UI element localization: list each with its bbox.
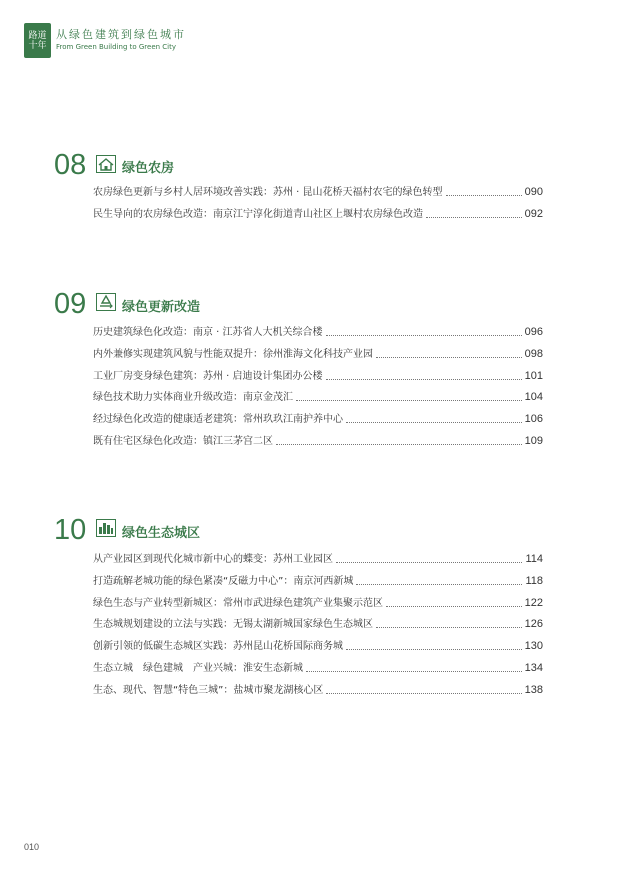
entry-page: 114 <box>525 553 543 565</box>
entry-title: 生态立城 绿色建城 产业兴城：淮安生态新城 <box>93 663 303 674</box>
leader-dots <box>376 356 522 358</box>
entry-page: 106 <box>524 413 543 425</box>
toc-entry[interactable] <box>93 323 543 338</box>
entry-title: 工业厂房变身绿色建筑：苏州 · 启迪设计集团办公楼 <box>93 371 323 382</box>
toc-entry[interactable] <box>93 345 543 360</box>
entry-title: 既有住宅区绿色化改造：镇江三茅宫二区 <box>93 436 273 447</box>
logo-line1: 路道 <box>28 30 47 41</box>
series-logo <box>24 23 51 58</box>
entry-page: 122 <box>524 597 543 609</box>
toc-entry[interactable] <box>93 594 543 609</box>
section-title: 绿色更新改造 <box>122 300 201 315</box>
toc-entry[interactable] <box>93 659 543 674</box>
toc-entry[interactable] <box>93 183 543 198</box>
toc-entry[interactable] <box>93 432 543 447</box>
toc-entry[interactable] <box>93 388 543 403</box>
entry-page: 109 <box>524 435 543 447</box>
house-icon <box>96 155 116 173</box>
toc-entry[interactable] <box>93 681 543 696</box>
entry-page: 134 <box>524 662 543 674</box>
toc-entry[interactable] <box>93 367 543 382</box>
entry-page: 101 <box>524 370 543 382</box>
book-title-en: From Green Building to Green City <box>56 43 177 51</box>
book-title-cn: 从绿色建筑到绿色城市 <box>56 28 186 41</box>
entry-page: 138 <box>524 684 543 696</box>
entry-title: 绿色技术助力实体商业升级改造：南京金茂汇 <box>93 392 293 403</box>
entry-page: 126 <box>524 618 543 630</box>
entry-title: 生态、现代、智慧“特色三城”：盐城市聚龙湖核心区 <box>93 685 324 696</box>
entry-page: 096 <box>524 326 543 338</box>
leader-dots <box>296 399 522 401</box>
leader-dots <box>326 378 522 380</box>
entry-title: 绿色生态与产业转型新城区：常州市武进绿色建筑产业集聚示范区 <box>93 598 383 609</box>
recycle-icon <box>96 293 116 311</box>
entry-title: 民生导向的农房绿色改造：南京江宁淳化街道青山社区上堰村农房绿色改造 <box>93 209 423 220</box>
leader-dots <box>386 605 522 607</box>
entry-title: 从产业园区到现代化城市新中心的蝶变：苏州工业园区 <box>93 554 333 565</box>
leader-dots <box>336 561 522 563</box>
leader-dots <box>306 670 522 672</box>
entry-page: 130 <box>524 640 543 652</box>
leader-dots <box>356 583 522 585</box>
page-number: 010 <box>24 842 40 852</box>
leader-dots <box>326 334 522 336</box>
leader-dots <box>376 626 522 628</box>
city-icon <box>96 519 116 537</box>
section-number: 09 <box>54 288 87 320</box>
toc-entry[interactable] <box>93 637 543 652</box>
leader-dots <box>276 443 522 445</box>
logo-line2: 十年 <box>28 40 47 51</box>
section-number: 08 <box>54 149 87 181</box>
leader-dots <box>446 194 522 196</box>
entry-page: 118 <box>525 575 543 587</box>
entry-title: 生态城规划建设的立法与实践：无锡太湖新城国家绿色生态城区 <box>93 619 373 630</box>
entry-page: 092 <box>524 208 543 220</box>
entry-page: 104 <box>524 391 543 403</box>
entry-title: 创新引领的低碳生态城区实践：苏州昆山花桥国际商务城 <box>93 641 343 652</box>
entry-title: 经过绿色化改造的健康适老建筑：常州玖玖江南护养中心 <box>93 414 343 425</box>
entry-title: 内外兼修实现建筑风貌与性能双提升：徐州淮海文化科技产业园 <box>93 349 373 360</box>
leader-dots <box>326 692 521 694</box>
entry-title: 打造疏解老城功能的绿色紧凑“反磁力中心”：南京河西新城 <box>93 576 354 587</box>
entry-title: 农房绿色更新与乡村人居环境改善实践：苏州 · 昆山花桥天福村农宅的绿色转型 <box>93 187 443 198</box>
toc-entry[interactable] <box>93 572 543 587</box>
entry-title: 历史建筑绿色化改造：南京 · 江苏省人大机关综合楼 <box>93 327 323 338</box>
toc-entry[interactable] <box>93 205 543 220</box>
entry-page: 090 <box>524 186 543 198</box>
section-title: 绿色农房 <box>122 161 175 176</box>
section-title: 绿色生态城区 <box>122 526 201 541</box>
section-number: 10 <box>54 514 87 546</box>
leader-dots <box>346 648 522 650</box>
leader-dots <box>346 421 522 423</box>
toc-entry[interactable] <box>93 615 543 630</box>
toc-entry[interactable] <box>93 410 543 425</box>
entry-page: 098 <box>524 348 543 360</box>
toc-entry[interactable] <box>93 550 543 565</box>
leader-dots <box>426 216 522 218</box>
